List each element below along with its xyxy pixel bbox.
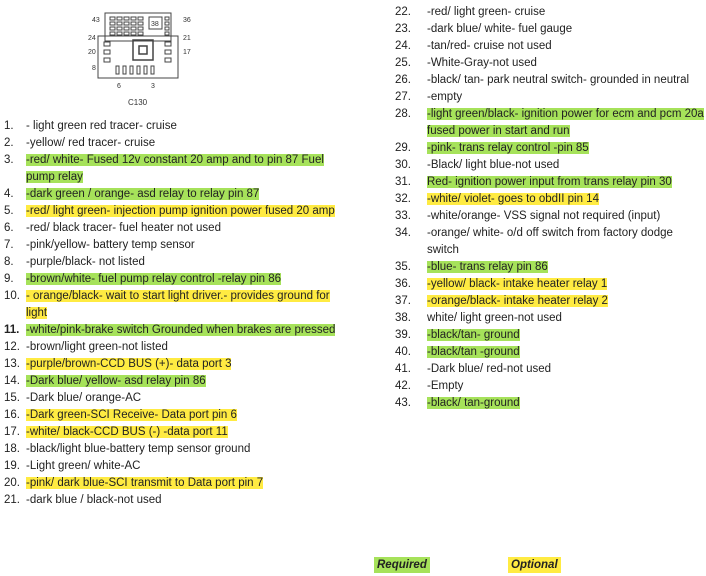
pin-label: 24 — [88, 35, 96, 42]
pin-description: -black/ tan- park neutral switch- grounded in neutral — [427, 74, 690, 86]
pin-list-item — [395, 327, 706, 344]
pin-description: - light green red tracer- cruise — [26, 120, 177, 132]
pin-description: -tan/red- cruise not used — [427, 40, 552, 52]
pin-number: 14. — [4, 375, 20, 387]
pin-list-item — [0, 424, 350, 441]
pin-description: -White-Gray-not used — [427, 57, 537, 69]
pin-number: 24. — [395, 40, 411, 52]
pin-number: 29. — [395, 142, 411, 154]
pin-number: 18. — [4, 443, 20, 455]
pin-list-item — [395, 174, 706, 191]
pin-list-item — [0, 288, 350, 322]
pin-label: 6 — [117, 83, 121, 90]
pin-description: -purple/brown-CCD BUS (+)- data port 3 — [26, 358, 232, 370]
pin-number: 21. — [4, 494, 20, 506]
pin-description: -yellow/ red tracer- cruise — [26, 137, 156, 149]
pin-description: -brown/white- fuel pump relay control -relay pin 86 — [26, 273, 282, 285]
pin-list-item — [0, 475, 350, 492]
pin-label: 8 — [92, 65, 96, 72]
pin-number: 34. — [395, 227, 411, 239]
pin-description: -Dark blue/ orange-AC — [26, 392, 142, 404]
pin-list-item — [395, 310, 706, 327]
pin-list-item — [395, 4, 706, 21]
left-pin-list — [0, 118, 350, 509]
pin-list-item — [0, 339, 350, 356]
left-column — [0, 0, 350, 509]
pin-description: -dark blue / black-not used — [26, 494, 162, 506]
pin-number: 41. — [395, 363, 411, 375]
pin-description: -yellow/ black- intake heater relay 1 — [427, 278, 608, 290]
pin-description: -black/tan- ground — [427, 329, 520, 341]
pin-label: 21 — [183, 35, 191, 42]
legend-optional: Optional — [508, 557, 561, 573]
pin-description: -Dark green-SCI Receive- Data port pin 6 — [26, 409, 237, 421]
pin-list-item — [0, 492, 350, 509]
pin-list-item — [0, 152, 350, 186]
pin-description: -brown/light green-not listed — [26, 341, 168, 353]
pin-list-item — [0, 407, 350, 424]
pin-description: -pink/yellow- battery temp sensor — [26, 239, 195, 251]
pin-description: - orange/black- wait to start light driver.- provides ground for light — [26, 290, 330, 319]
pin-label: 38 — [151, 21, 159, 28]
pin-number: 40. — [395, 346, 411, 358]
pin-label: 3 — [151, 83, 155, 90]
connector-key-inner — [139, 46, 147, 54]
connector-c130-drawing — [0, 0, 200, 118]
connector-diagram — [0, 0, 350, 118]
pin-description: -empty — [427, 91, 463, 103]
pin-description: -white/ violet- goes to obdII pin 14 — [427, 193, 599, 205]
pin-list-item — [395, 191, 706, 208]
pin-list-item — [395, 89, 706, 106]
pin-list-item — [0, 373, 350, 390]
pin-description: -red/ light green- injection pump ignition power fused 20 amp — [26, 205, 335, 217]
pin-list-item — [395, 21, 706, 38]
pin-list-item — [395, 344, 706, 361]
pin-description: -red/ light green- cruise — [427, 6, 546, 18]
pin-list-item — [395, 140, 706, 157]
pin-label: 20 — [88, 49, 96, 56]
connector-pins-bottom — [116, 66, 154, 74]
pin-number: 42. — [395, 380, 411, 392]
pin-description: -black/tan -ground — [427, 346, 520, 358]
pin-description: -white/pink-brake switch Grounded when brakes are pressed — [26, 324, 336, 336]
pin-list-item — [0, 441, 350, 458]
right-pin-list — [395, 4, 706, 412]
pin-list-item — [395, 157, 706, 174]
pin-list-item — [0, 271, 350, 288]
pin-number: 7. — [4, 239, 14, 251]
pin-list-item — [395, 259, 706, 276]
pin-number: 3. — [4, 154, 14, 166]
pin-label: 36 — [183, 17, 191, 24]
pin-list-item — [0, 203, 350, 220]
pin-list-item — [395, 378, 706, 395]
pin-list-item — [0, 254, 350, 271]
pin-list-item — [395, 361, 706, 378]
pin-description: -white/orange- VSS signal not required (input) — [427, 210, 661, 222]
pin-number: 16. — [4, 409, 20, 421]
pin-list-item — [0, 458, 350, 475]
pin-list-item — [395, 72, 706, 89]
pin-label: 43 — [92, 17, 100, 24]
pin-number: 12. — [4, 341, 20, 353]
pin-description: -dark blue/ white- fuel gauge — [427, 23, 573, 35]
pin-number: 22. — [395, 6, 411, 18]
pin-number: 36. — [395, 278, 411, 290]
pin-description: -dark green / orange- asd relay to relay pin 87 — [26, 188, 260, 200]
connector-pins-top — [110, 17, 169, 35]
pin-number: 26. — [395, 74, 411, 86]
pin-number: 38. — [395, 312, 411, 324]
pin-list-item — [0, 237, 350, 254]
pin-number: 13. — [4, 358, 20, 370]
pin-number: 19. — [4, 460, 20, 472]
pin-list-item — [0, 186, 350, 203]
connector-label: C130 — [128, 98, 148, 107]
pin-description: white/ light green-not used — [427, 312, 562, 324]
pin-number: 35. — [395, 261, 411, 273]
pin-number: 5. — [4, 205, 14, 217]
pin-number: 6. — [4, 222, 14, 234]
pin-number: 37. — [395, 295, 411, 307]
pin-number: 8. — [4, 256, 14, 268]
pin-description: -black/ tan-ground — [427, 397, 520, 409]
pin-description: -Dark blue/ yellow- asd relay pin 86 — [26, 375, 206, 387]
pin-list-item — [395, 106, 706, 140]
pin-description: -white/ black-CCD BUS (-) -data port 11 — [26, 426, 228, 438]
pin-number: 30. — [395, 159, 411, 171]
pin-label: 17 — [183, 49, 191, 56]
legend-required: Required — [374, 557, 430, 573]
pin-list-item — [0, 135, 350, 152]
pin-list-item — [0, 220, 350, 237]
pin-description: -Empty — [427, 380, 464, 392]
pin-description: -pink- trans relay control -pin 85 — [427, 142, 589, 154]
pin-description: -purple/black- not listed — [26, 256, 145, 268]
pin-description: -light green/black- ignition power for ecm and pcm 20a fused power in start and run — [427, 108, 704, 137]
pin-description: -Black/ light blue-not used — [427, 159, 560, 171]
pin-number: 23. — [395, 23, 411, 35]
pin-list-item — [395, 55, 706, 72]
pin-number: 17. — [4, 426, 20, 438]
pin-number: 33. — [395, 210, 411, 222]
pin-list-item — [395, 395, 706, 412]
connector-pins-side — [104, 42, 171, 62]
pin-description: -Dark blue/ red-not used — [427, 363, 552, 375]
pin-number: 27. — [395, 91, 411, 103]
pin-list-item — [395, 225, 706, 259]
pin-description: Red- ignition power input from trans relay pin 30 — [427, 176, 672, 188]
pin-list-item — [395, 276, 706, 293]
pin-number: 4. — [4, 188, 14, 200]
pin-number: 31. — [395, 176, 411, 188]
pin-number: 9. — [4, 273, 14, 285]
pin-list-item — [395, 293, 706, 310]
right-column — [395, 4, 706, 412]
pin-list-item — [0, 118, 350, 135]
pin-number: 2. — [4, 137, 14, 149]
pin-description: -blue- trans relay pin 86 — [427, 261, 548, 273]
pin-number: 32. — [395, 193, 411, 205]
pin-description: -red/ black tracer- fuel heater not used — [26, 222, 221, 234]
pin-list-item — [395, 38, 706, 55]
pin-list-item — [395, 208, 706, 225]
pin-list-item — [0, 356, 350, 373]
pin-description: -red/ white- Fused 12v constant 20 amp and to pin 87 Fuel pump relay — [26, 154, 324, 183]
pin-number: 43. — [395, 397, 411, 409]
pin-number: 39. — [395, 329, 411, 341]
connector-key-outer — [133, 40, 153, 60]
pin-list-item — [0, 390, 350, 407]
pin-number: 25. — [395, 57, 411, 69]
pin-number: 1. — [4, 120, 14, 132]
pin-description: -orange/black- intake heater relay 2 — [427, 295, 608, 307]
pin-number: 11. — [4, 324, 20, 336]
pin-description: -orange/ white- o/d off switch from factory dodge switch — [427, 227, 673, 256]
pin-description: -pink/ dark blue-SCI transmit to Data port pin 7 — [26, 477, 264, 489]
pin-number: 15. — [4, 392, 20, 404]
pin-description: -black/light blue-battery temp sensor ground — [26, 443, 251, 455]
pin-description: -Light green/ white-AC — [26, 460, 141, 472]
pin-number: 20. — [4, 477, 20, 489]
pin-number: 28. — [395, 108, 411, 120]
pin-number: 10. — [4, 290, 20, 302]
pin-list-item — [0, 322, 350, 339]
